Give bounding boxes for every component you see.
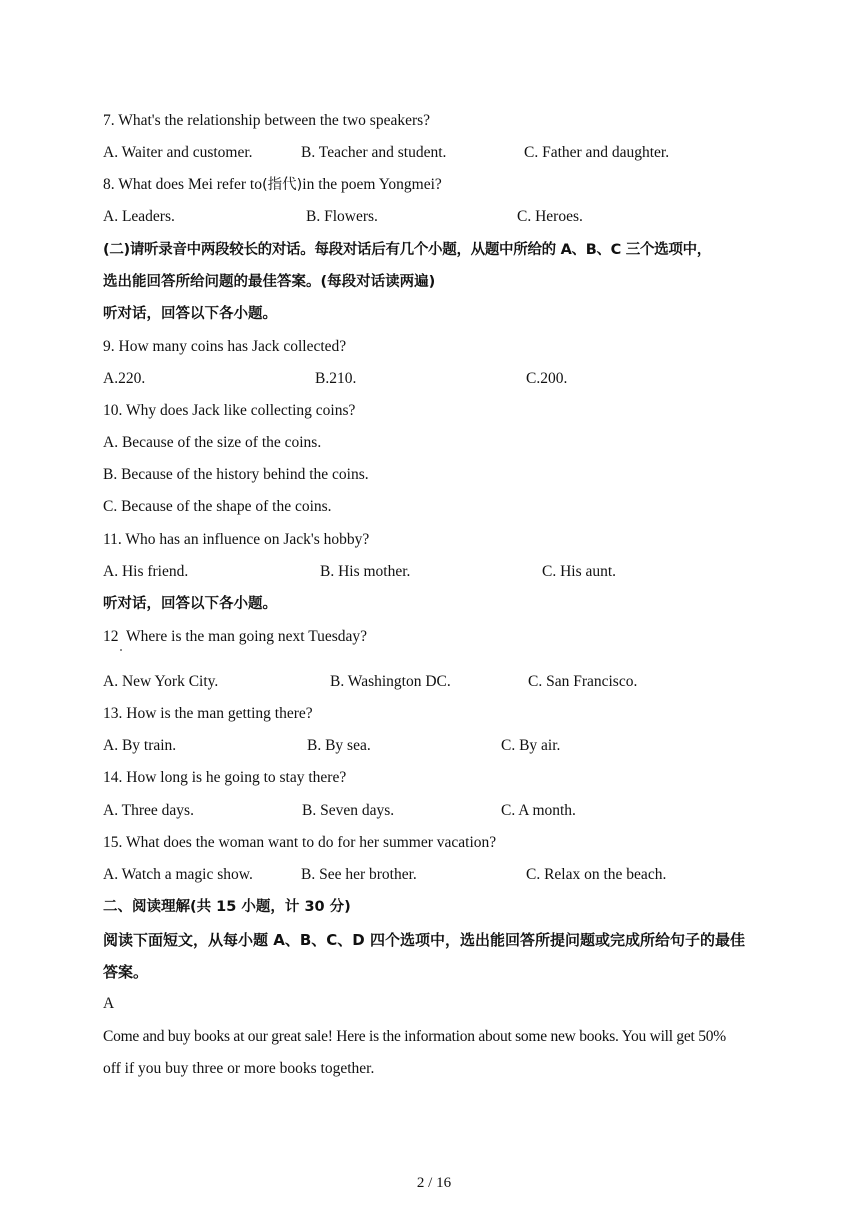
passage-label: A: [103, 995, 115, 1012]
question-8-stem-prefix: 8. What does Mei refer to: [103, 176, 262, 193]
reading-section-title: 二、阅读理解(共 15 小题，计 30 分): [103, 899, 351, 915]
question-12-stem: 12 Where is the man going next Tuesday?: [103, 628, 368, 645]
question-15-option-a: A. Watch a magic show.: [103, 866, 253, 883]
question-12-option-c: C. San Francisco.: [528, 673, 638, 690]
question-8-stem: [103, 175, 442, 195]
question-14-option-c: C. A month.: [501, 802, 576, 819]
passage-line-2: off if you buy three or more books together.: [103, 1060, 375, 1077]
question-7-option-a: A. Waiter and customer.: [103, 144, 253, 161]
question-8-stem-suffix: in the poem Yongmei?: [302, 176, 442, 193]
question-7-option-b: B. Teacher and student.: [301, 144, 447, 161]
question-14-option-b: B. Seven days.: [302, 802, 395, 819]
reading-instructions-line-2: 答案。: [103, 963, 149, 981]
reading-instructions-line-1: 阅读下面短文，从每小题 A、B、C、D 四个选项中，选出能回答所提问题或完成所给句子的最佳: [103, 931, 745, 949]
question-13-stem: 13. How is the man getting there?: [103, 705, 313, 722]
question-12-option-a: A. New York City.: [103, 673, 219, 690]
question-7-option-c: C. Father and daughter.: [524, 144, 670, 161]
scan-speck: [120, 649, 122, 651]
question-12-option-b: B. Washington DC.: [330, 673, 451, 690]
listen-prompt-2: 听对话，回答以下各小题。: [103, 596, 277, 612]
question-15-stem: 15. What does the woman want to do for her summer vacation?: [103, 834, 497, 851]
question-8-option-a: A. Leaders.: [103, 208, 175, 225]
question-14-stem: 14. How long is he going to stay there?: [103, 769, 347, 786]
question-10-option-a: A. Because of the size of the coins.: [103, 434, 322, 451]
section-two-intro-line-1: (二)请听录音中两段较长的对话。每段对话后有几个小题，从题中所给的 A、B、C 三个选项中，: [103, 242, 711, 258]
section-two-intro-line-2: 选出能回答所给问题的最佳答案。(每段对话读两遍): [103, 274, 436, 290]
question-9-option-c: C.200.: [526, 370, 568, 387]
question-13-option-a: A. By train.: [103, 737, 177, 754]
question-8-stem-annotation: (指代): [261, 177, 303, 193]
question-9-option-b: B.210.: [315, 370, 357, 387]
question-11-option-b: B. His mother.: [320, 563, 411, 580]
question-8-option-b: B. Flowers.: [306, 208, 378, 225]
question-14-option-a: A. Three days.: [103, 802, 194, 819]
question-11-option-c: C. His aunt.: [542, 563, 617, 580]
listen-prompt-1: 听对话，回答以下各小题。: [103, 306, 277, 322]
question-10-stem: 10. Why does Jack like collecting coins?: [103, 402, 356, 419]
page-number: 2 / 16: [416, 1175, 452, 1191]
question-13-option-c: C. By air.: [501, 737, 561, 754]
question-15-option-b: B. See her brother.: [301, 866, 417, 883]
question-8-option-c: C. Heroes.: [517, 208, 583, 225]
question-11-stem: 11. Who has an influence on Jack's hobby?: [103, 531, 370, 548]
question-10-option-c: C. Because of the shape of the coins.: [103, 498, 332, 515]
question-11-option-a: A. His friend.: [103, 563, 189, 580]
question-15-option-c: C. Relax on the beach.: [526, 866, 667, 883]
question-9-stem: 9. How many coins has Jack collected?: [103, 338, 347, 355]
question-9-option-a: A.220.: [103, 370, 146, 387]
question-7-stem: 7. What's the relationship between the two speakers?: [103, 112, 431, 129]
passage-line-1: Come and buy books at our great sale! Here is the information about some new books. You will get 50%: [103, 1028, 726, 1045]
question-13-option-b: B. By sea.: [307, 737, 371, 754]
question-10-option-b: B. Because of the history behind the coins.: [103, 466, 369, 483]
